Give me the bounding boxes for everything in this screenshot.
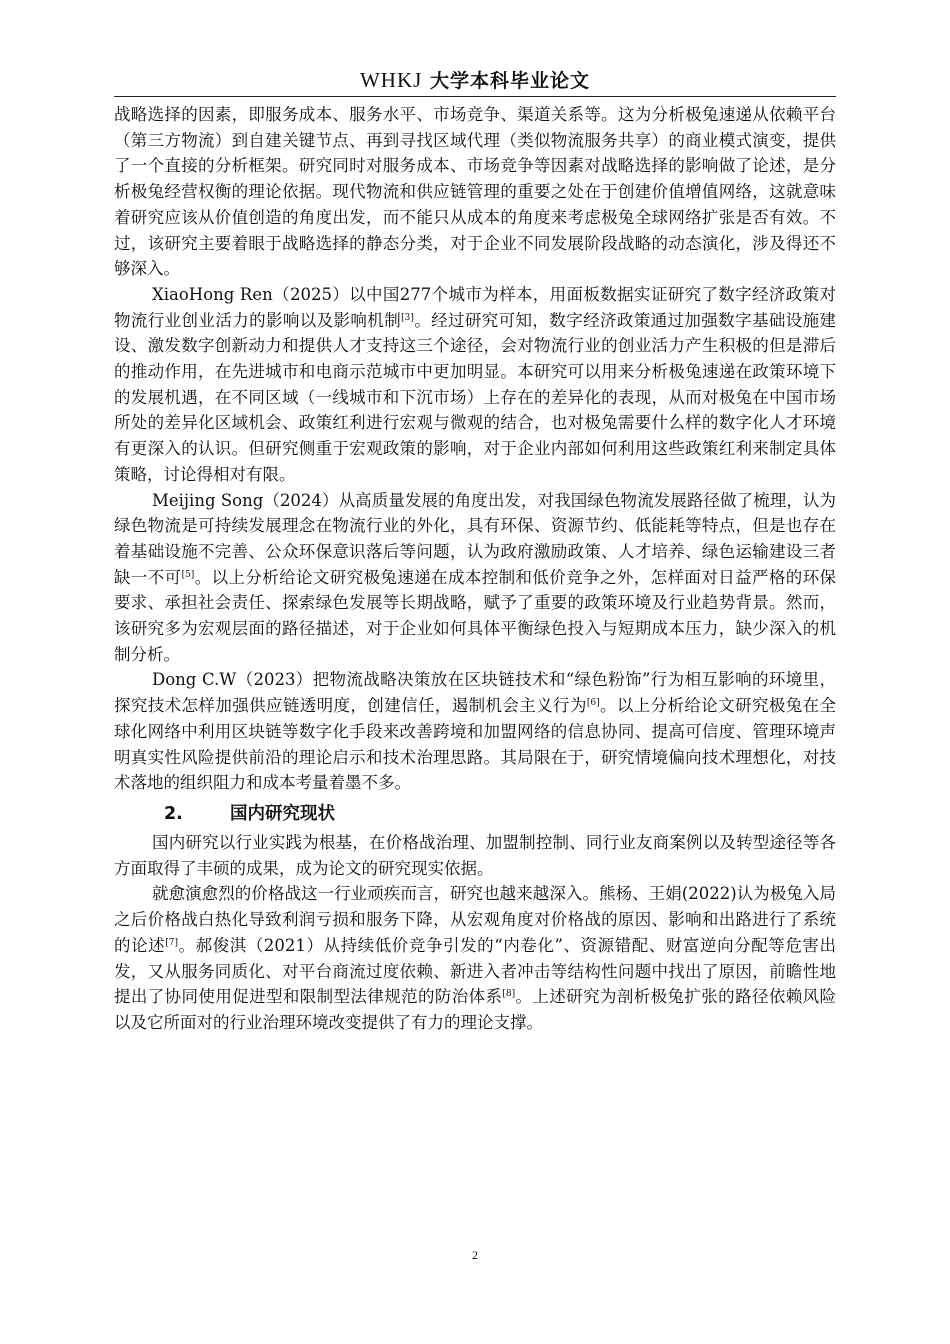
paragraph-text: 。经过研究可知，数字经济政策通过加强数字基础设施建设、激发数字创新动力和提供人才支持这三个途径，会对物流行业的创业活力产生积极的但是滞后的推动作用，在先进城市和电商示范城市中更加明显。本研究可以用来分析极兔速递在政策环境下的发展机遇，在不同区域（一线城市和下沉市场）上存在的差异化的表现，从而对极兔在中国市场所处的差异化区域机会、政策红利进行宏观与微观的结合，也对极兔需要什么样的数字化人才环境有更深入的认识。但研究侧重于宏观政策的影响，对于企业内部如何利用这些政策红利来制定具体策略，讨论得相对有限。 bbox=[114, 310, 837, 484]
page-number: 2 bbox=[472, 1248, 478, 1262]
citation: [7] bbox=[165, 937, 178, 948]
paragraph-text: Dong C.W（2023）把物流战略决策放在区块链技术和“绿色粉饰”行为相互影响的环境里，探究技术怎样加强供应链透明度，创建信任，遏制机会主义行为 bbox=[114, 670, 836, 716]
paragraph-1: 战略选择的因素，即服务成本、服务水平、市场竞争、渠道关系等。这为分析极兔速递从依赖平台（第三方物流）到自建关键节点、再到寻找区域代理（类似物流服务共享）的商业模式演变，提供了一个直接的分析框架。研究同时对服务成本、市场竞争等因素对战略选择的影响做了论述，是分析极兔经营权衡的理论依据。现代物流和供应链管理的重要之处在于创建价值增值网络，这就意味着研究应该从价值创造的角度出发，而不能只从成本的角度来考虑极兔全球网络扩张是否有效。不过，该研究主要着眼于战略选择的静态分类，对于企业不同发展阶段战略的动态演化，涉及得还不够深入。 bbox=[114, 105, 836, 279]
header-subtitle: 大学本科毕业论文 bbox=[430, 70, 591, 92]
paragraph-text: XiaoHong Ren（2025）以中国277个城市为样本，用面板数据实证研究了数字经济政策对物流行业创业活力的影响以及影响机制 bbox=[114, 284, 836, 330]
paragraph-text: 。以上分析给论文研究极兔速递在成本控制和低价竞争之外，怎样面对日益严格的环保要求、承担社会责任、探索绿色发展等长期战略，赋予了重要的政策环境及行业趋势背景。然而，该研究多为宏观层面的路径描述，对于企业如何具体平衡绿色投入与短期成本压力，缺少深入的机制分析。 bbox=[114, 567, 837, 664]
document-header bbox=[0, 66, 950, 93]
citation: [3] bbox=[401, 312, 414, 323]
citation: [5] bbox=[181, 569, 195, 580]
paragraph-text: 。以上分析给论文研究极兔在全球化网络中利用区块链等数字化手段来改善跨境和加盟网络的信息协同、提高可信度、管理环境声明真实性风险提供前沿的理论启示和技术治理思路。其局限在于，研究情境偏向技术理想化，对技术落地的组织阻力和成本考量着墨不多。 bbox=[114, 696, 837, 793]
paragraph-6 bbox=[114, 881, 836, 1035]
paragraph-4 bbox=[114, 667, 836, 796]
section-number: 2. bbox=[164, 803, 183, 824]
paragraph-text: 就愈演愈烈的价格战这一行业顽疾而言，研究也越来越深入。熊杨、王娟(2022)认为极兔入局之后价格战白热化导致利润亏损和服务下降，从宏观角度对价格战的原因、影响和出路进行了系统的论述 bbox=[114, 884, 836, 955]
paragraph-text: 。郝俊淇（2021）从持续低价竞争引发的“内卷化”、资源错配、财富逆向分配等危害出发，又从服务同质化、对平台商流过度依赖、新进入者冲击等结构性问题中找出了原因，前瞻性地提出了协同使用促进型和限制型法律规范的防治体系 bbox=[114, 935, 836, 1007]
paragraph-3 bbox=[114, 488, 836, 668]
paragraph-2 bbox=[114, 282, 836, 488]
section-title: 国内研究现状 bbox=[230, 803, 335, 824]
citation: [6] bbox=[586, 698, 600, 709]
citation: [8] bbox=[502, 989, 516, 1000]
document-body bbox=[114, 102, 836, 1036]
header-brand: WHKJ bbox=[359, 68, 423, 92]
header-divider bbox=[114, 96, 836, 97]
paragraph-5: 国内研究以行业实践为根基，在价格战治理、加盟制控制、同行业友商案例以及转型途径等各方面取得了丰硕的成果，成为论文的研究现实依据。 bbox=[114, 832, 836, 878]
paragraph-text: 。上述研究为剖析极兔扩张的路径依赖风险以及它所面对的行业治理环境改变提供了有力的理论支撑。 bbox=[114, 987, 837, 1032]
section-heading bbox=[114, 800, 836, 828]
paragraph-text: Meijing Song（2024）从高质量发展的角度出发，对我国绿色物流发展路径做了梳理，认为绿色物流是可持续发展理念在物流行业的外化，具有环保、资源节约、低能耗等特点，但是也存在着基础设施不完善、公众环保意识落后等问题，认为政府激励政策、人才培养、绿色运输建设三者缺一不可 bbox=[114, 490, 836, 587]
